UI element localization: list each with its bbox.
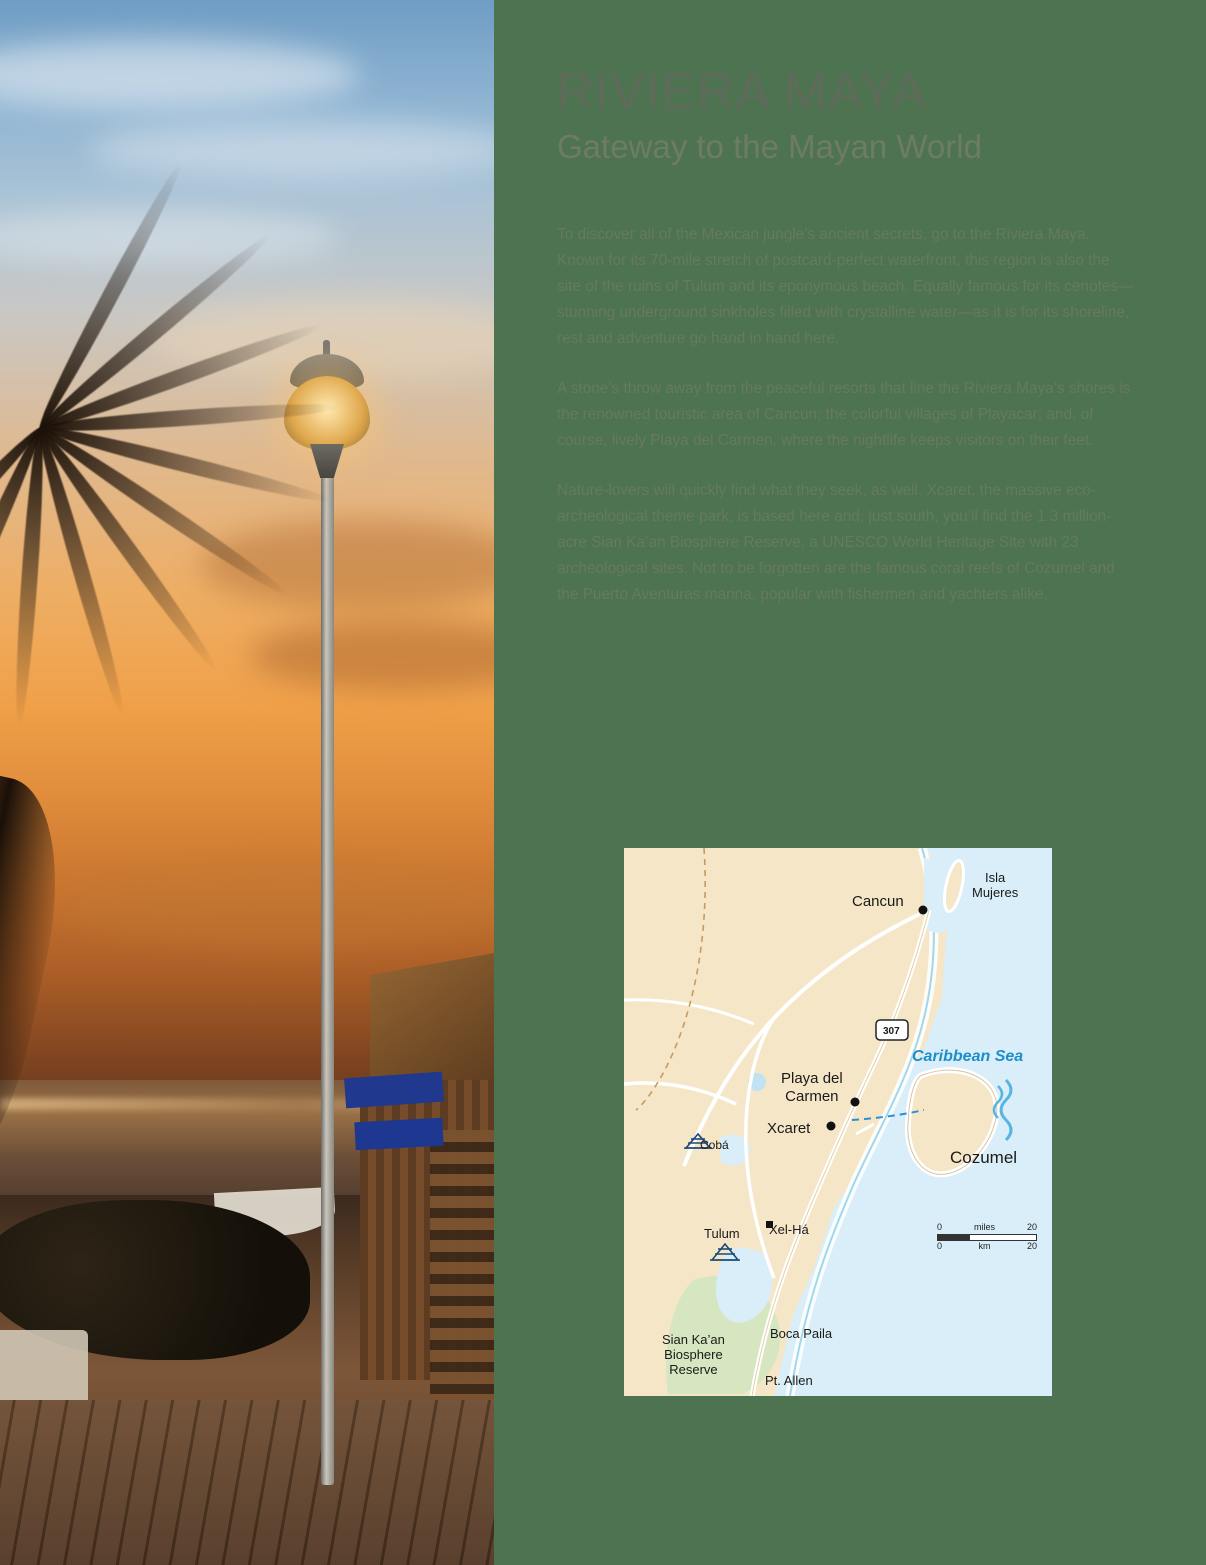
map-label-sian-kaan [662,1332,725,1377]
map-label-playa-del-carmen [781,1070,843,1106]
map-label-boca-paila: Boca Paila [770,1326,833,1341]
article-body [557,222,1135,632]
palm-tree [0,300,330,1120]
riviera-maya-locator-map [624,848,1052,1396]
bench [0,1330,88,1410]
map-label-sian-line3: Reserve [669,1362,718,1377]
map-label-playa-line1: Playa del [781,1070,843,1087]
article-content [494,0,1206,1565]
cloud [90,120,494,180]
scale-km-max: 20 [1026,1241,1037,1251]
scale-miles-zero: 0 [937,1222,943,1232]
map-label-pt-allen: Pt. Allen [765,1373,813,1388]
map-label-sian-line1: Sian Ka’an [662,1332,725,1347]
map-scale-bar [937,1222,1037,1251]
paragraph: To discover all of the Mexican jungle’s ancient secrets, go to the Riviera Maya. Known for its 70-mile stretch of postcard-perfect waterfront, this region is also the site of the ruins of Tulum and its eponymous beach. Equally famous for its cenotes—stunning underground sinkholes filled with crystalline water—as it is for its shoreline, rest and adventure go hand in hand here. [557,226,1134,347]
map-label-sian-line2: Biosphere [664,1347,723,1362]
map-label-cancun: Cancun [852,893,904,910]
scale-bar-graphic [937,1234,1037,1241]
map-label-isla-line1: Isla [985,870,1006,885]
page-title: RIVIERA MAYA [556,63,928,121]
scale-miles-max: 20 [1026,1222,1037,1232]
map-graphic [624,848,1052,1396]
map-label-isla-mujeres [972,870,1018,900]
map-label-tulum: Tulum [704,1226,740,1241]
page-subtitle: Gateway to the Mayan World [557,128,982,165]
scale-km-zero: 0 [937,1241,943,1251]
city-dot-playa-del-carmen [851,1098,860,1107]
map-label-isla-line2: Mujeres [972,885,1019,900]
map-label-playa-line2: Carmen [785,1088,839,1105]
wooden-deck [0,1400,494,1565]
map-label-caribbean-sea: Caribbean Sea [912,1048,1024,1065]
city-dot-cancun [919,906,928,915]
scale-km-label: km [978,1241,991,1251]
map-label-xcaret: Xcaret [767,1120,811,1137]
blue-sign [354,1118,443,1151]
map-label-coba: Cobá [700,1138,729,1152]
riviera-maya-sunset-photo [0,0,494,1565]
map-label-xelha: Xel-Há [769,1222,809,1237]
paragraph: Nature-lovers will quickly find what they seek, as well. Xcaret, the massive eco-archeological theme park, is based here and, just south, you’ll find the 1.3 million-acre Sian Ka’an Biosphere Reserve, a UNESCO World Heritage Site with 23 archeological sites. Not to be forgotten are the famous coral reefs of Cozumel and the Puerto Aventuras marina, popular with fishermen and yachters alike. [557,482,1115,603]
map-label-highway-307: 307 [883,1026,900,1037]
city-dot-xcaret [827,1122,836,1131]
scale-miles-label: miles [973,1222,995,1232]
paragraph: A stone’s throw away from the peaceful resorts that line the Riviera Maya’s shores is the renowned touristic area of Cancun; the colorful villages of Playacar; and, of course, lively Playa del Carmen, where the nightlife keeps visitors on their feet. [557,380,1131,449]
map-label-cozumel: Cozumel [950,1148,1018,1167]
